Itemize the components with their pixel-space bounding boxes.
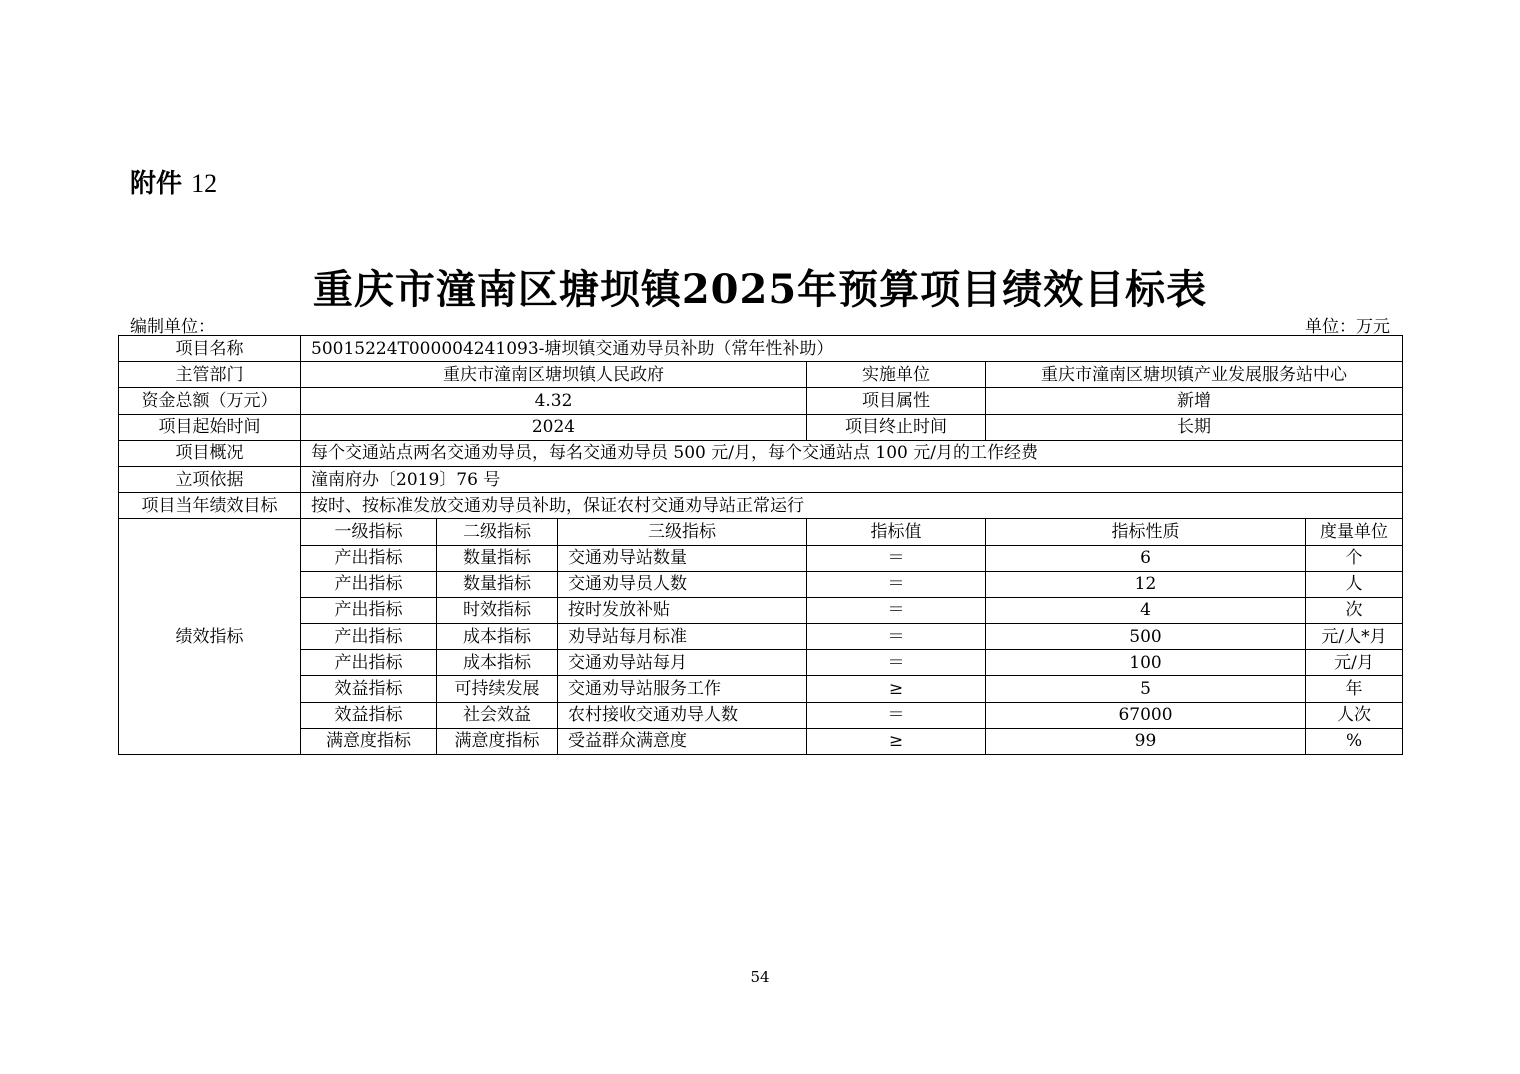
cell-unit: 年 — [1306, 676, 1403, 702]
cell-nature: 4 — [986, 597, 1306, 623]
row-project-name — [119, 336, 1403, 362]
cell-nature: 100 — [986, 650, 1306, 676]
table-row — [119, 597, 1403, 623]
cell-unit: 元/人*月 — [1306, 624, 1403, 650]
page-number: 54 — [750, 968, 770, 986]
cell-nature: 67000 — [986, 702, 1306, 728]
cell-level1: 产出指标 — [301, 571, 437, 597]
cell-level2: 时效指标 — [437, 597, 558, 623]
cell-level2: 可持续发展 — [437, 676, 558, 702]
start-value: 2024 — [301, 414, 807, 440]
cell-nature: 12 — [986, 571, 1306, 597]
cell-level3: 交通劝导站服务工作 — [558, 676, 807, 702]
cell-value: ≥ — [807, 728, 986, 754]
overview-label: 项目概况 — [119, 440, 301, 466]
cell-level2: 数量指标 — [437, 571, 558, 597]
attachment-text: 附件 — [130, 169, 183, 199]
table-row — [119, 545, 1403, 571]
performance-table — [118, 335, 1403, 755]
attr-value: 新增 — [986, 388, 1403, 414]
cell-level1: 效益指标 — [301, 702, 437, 728]
cell-value: ＝ — [807, 545, 986, 571]
cell-level2: 数量指标 — [437, 545, 558, 571]
cell-level2: 成本指标 — [437, 624, 558, 650]
cell-level2: 满意度指标 — [437, 728, 558, 754]
header-level1: 一级指标 — [301, 519, 437, 545]
cell-nature: 99 — [986, 728, 1306, 754]
cell-level1: 产出指标 — [301, 650, 437, 676]
fund-value: 4.32 — [301, 388, 807, 414]
cell-value: ＝ — [807, 702, 986, 728]
cell-unit: 次 — [1306, 597, 1403, 623]
fund-label: 资金总额（万元） — [119, 388, 301, 414]
row-basis — [119, 466, 1403, 492]
cell-level3: 交通劝导站数量 — [558, 545, 807, 571]
cell-level2: 成本指标 — [437, 650, 558, 676]
project-name-value: 50015224T000004241093-塘坝镇交通劝导员补助（常年性补助） — [301, 336, 1403, 362]
table-row — [119, 624, 1403, 650]
basis-label: 立项依据 — [119, 466, 301, 492]
start-label: 项目起始时间 — [119, 414, 301, 440]
cell-unit: % — [1306, 728, 1403, 754]
cell-nature: 5 — [986, 676, 1306, 702]
header-level2: 二级指标 — [437, 519, 558, 545]
compiler-label: 编制单位： — [130, 317, 215, 337]
cell-nature: 500 — [986, 624, 1306, 650]
row-fund — [119, 388, 1403, 414]
cell-level3: 按时发放补贴 — [558, 597, 807, 623]
cell-level3: 交通劝导员人数 — [558, 571, 807, 597]
project-name-label: 项目名称 — [119, 336, 301, 362]
row-overview — [119, 440, 1403, 466]
cell-value: ＝ — [807, 650, 986, 676]
cell-value: ＝ — [807, 597, 986, 623]
cell-level3: 劝导站每月标准 — [558, 624, 807, 650]
cell-unit: 人次 — [1306, 702, 1403, 728]
table-row — [119, 728, 1403, 754]
page-title: 重庆市潼南区塘坝镇2025年预算项目绩效目标表 — [312, 266, 1208, 313]
cell-level3: 受益群众满意度 — [558, 728, 807, 754]
cell-level1: 满意度指标 — [301, 728, 437, 754]
cell-level2: 社会效益 — [437, 702, 558, 728]
dept-label: 主管部门 — [119, 362, 301, 388]
attachment-label — [130, 163, 217, 200]
end-value: 长期 — [986, 414, 1403, 440]
impl-label: 实施单位 — [807, 362, 986, 388]
cell-level1: 产出指标 — [301, 545, 437, 571]
perf-header-row — [119, 519, 1403, 545]
row-goal — [119, 493, 1403, 519]
cell-unit: 人 — [1306, 571, 1403, 597]
cell-value: ＝ — [807, 571, 986, 597]
header-level3: 三级指标 — [558, 519, 807, 545]
dept-value: 重庆市潼南区塘坝镇人民政府 — [301, 362, 807, 388]
goal-label: 项目当年绩效目标 — [119, 493, 301, 519]
header-nature: 指标性质 — [986, 519, 1306, 545]
impl-value: 重庆市潼南区塘坝镇产业发展服务站中心 — [986, 362, 1403, 388]
cell-value: ＝ — [807, 624, 986, 650]
table-row — [119, 702, 1403, 728]
header-value: 指标值 — [807, 519, 986, 545]
basis-value: 潼南府办〔2019〕76 号 — [301, 466, 1403, 492]
cell-unit: 元/月 — [1306, 650, 1403, 676]
goal-value: 按时、按标准发放交通劝导员补助，保证农村交通劝导站正常运行 — [301, 493, 1403, 519]
overview-value: 每个交通站点两名交通劝导员，每名交通劝导员 500 元/月，每个交通站点 100 元/月的工作经费 — [301, 440, 1403, 466]
perf-label: 绩效指标 — [119, 519, 301, 755]
unit-label: 单位：万元 — [1305, 317, 1390, 337]
cell-level1: 产出指标 — [301, 597, 437, 623]
table-row — [119, 571, 1403, 597]
cell-level3: 农村接收交通劝导人数 — [558, 702, 807, 728]
attachment-number: 12 — [191, 169, 218, 198]
table-row — [119, 650, 1403, 676]
cell-value: ≥ — [807, 676, 986, 702]
row-time — [119, 414, 1403, 440]
cell-nature: 6 — [986, 545, 1306, 571]
row-dept — [119, 362, 1403, 388]
cell-unit: 个 — [1306, 545, 1403, 571]
attr-label: 项目属性 — [807, 388, 986, 414]
table-row — [119, 676, 1403, 702]
cell-level3: 交通劝导站每月 — [558, 650, 807, 676]
end-label: 项目终止时间 — [807, 414, 986, 440]
cell-level1: 产出指标 — [301, 624, 437, 650]
header-unit: 度量单位 — [1306, 519, 1403, 545]
cell-level1: 效益指标 — [301, 676, 437, 702]
